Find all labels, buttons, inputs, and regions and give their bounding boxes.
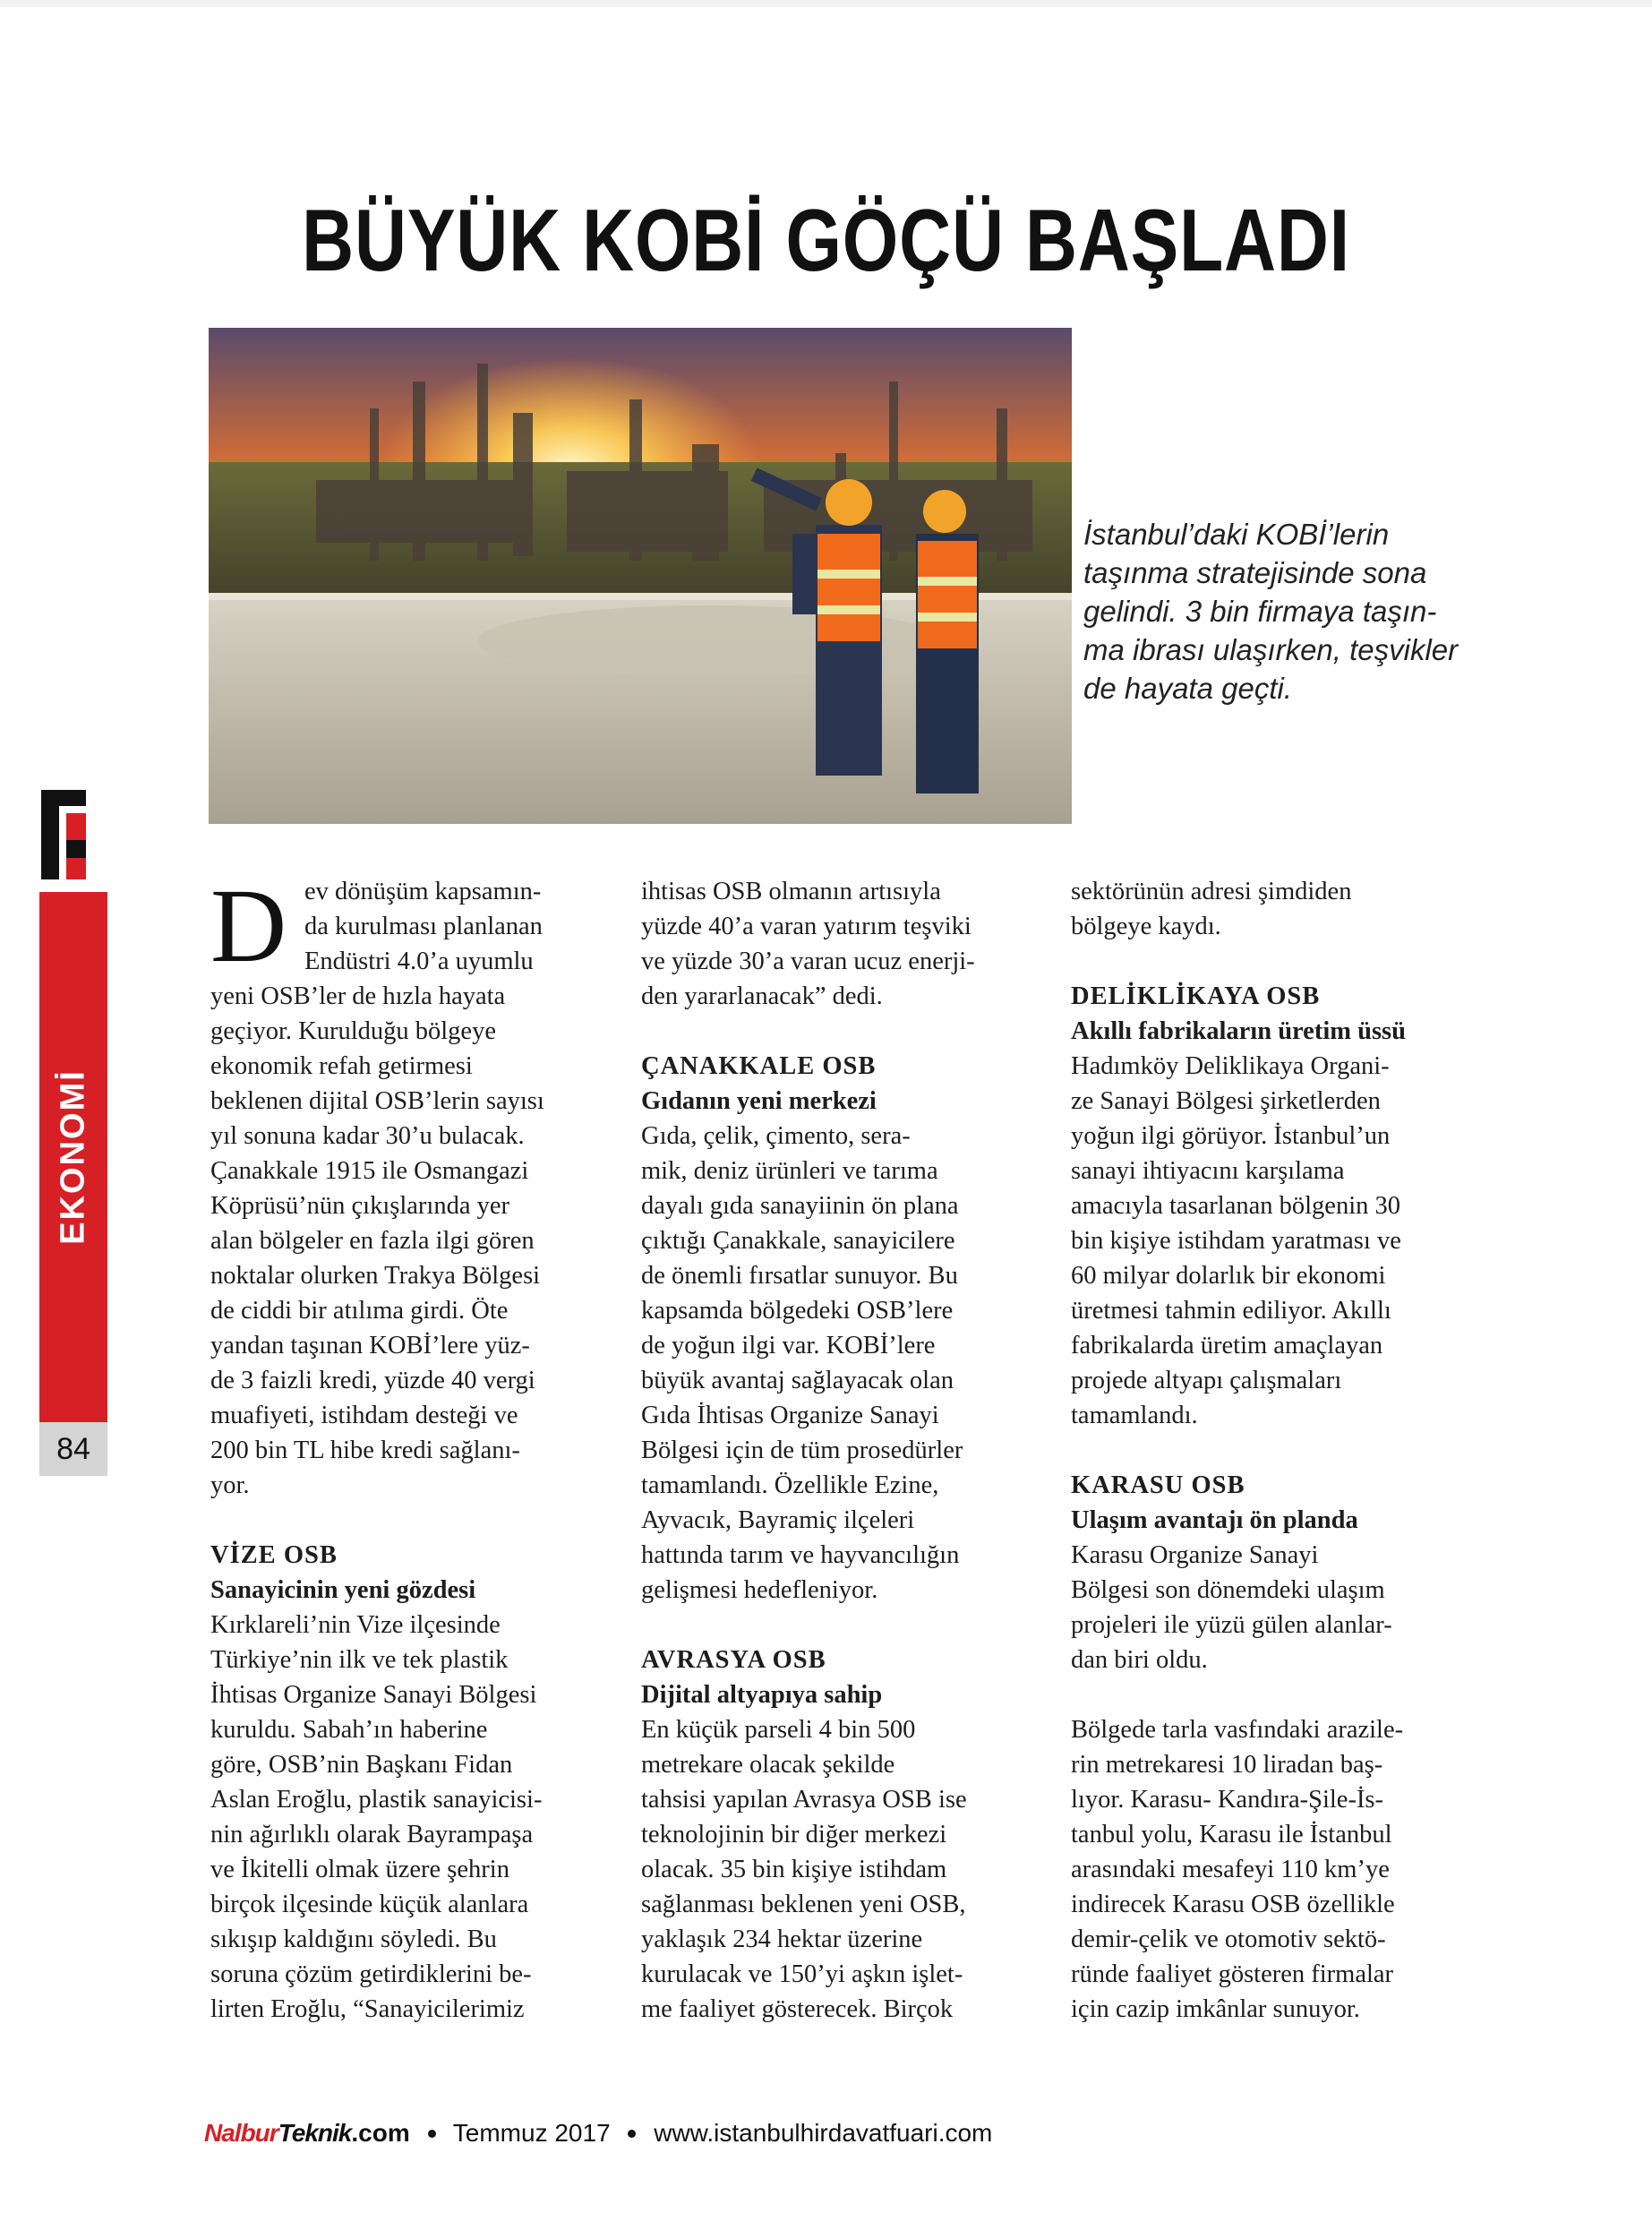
text-line: Hadımköy Deliklikaya Organi- [1071, 1052, 1390, 1080]
text-line: sağlanması beklenen yeni OSB, [641, 1891, 966, 1918]
text-line: sektörünün adresi şimdiden [1071, 878, 1352, 905]
section-heading-canakkale: ÇANAKKALE OSB [641, 1052, 877, 1080]
text-line: me faaliyet gösterecek. Birçok [641, 1995, 954, 2023]
refinery-sunset-photo [209, 328, 1072, 824]
text-line: tamamlandı. [1071, 1402, 1198, 1429]
text-line: 60 milyar dolarlık bir ekonomi [1071, 1262, 1386, 1290]
lede-line: taşınma stratejisinde sona [1083, 556, 1427, 589]
text-line: Aslan Eroğlu, plastik sanayicisi- [210, 1786, 543, 1814]
top-edge [0, 0, 1652, 7]
text-line: geçiyor. Kurulduğu bölgeye [210, 1017, 496, 1045]
text-line: yoğun ilgi görüyor. İstanbul’un [1071, 1122, 1391, 1150]
text-line: da kurulması planlanan [304, 913, 543, 940]
text-line: bölgeye kaydı. [1071, 913, 1221, 940]
text-line: den yararlanacak” dedi. [641, 982, 883, 1010]
text-line: dayalı gıda sanayiinin ön plana [641, 1192, 959, 1220]
section-subheading: Ulaşım avantajı ön planda [1071, 1506, 1358, 1534]
page-footer [204, 2119, 992, 2148]
text-line: sıkışıp kaldığını söyledi. Bu [210, 1926, 497, 1953]
section-heading-vize: VİZE OSB [210, 1541, 338, 1569]
text-line: yandan taşınan KOBİ’lere yüz- [210, 1332, 530, 1359]
footer-url[interactable]: www.istanbulhirdavatfuari.com [654, 2119, 993, 2147]
text-line: bin kişiye istihdam yaratması ve [1071, 1227, 1401, 1255]
section-subheading: Gıdanın yeni merkezi [641, 1087, 877, 1115]
lede-line: İstanbul’daki KOBİ’lerin [1083, 518, 1390, 551]
lede-line: ma ibrası ulaşırken, teşvikler [1083, 633, 1459, 666]
text-line: kapsamda bölgedeki OSB’lere [641, 1297, 954, 1325]
text-line: ve İkitelli olmak üzere şehrin [210, 1856, 509, 1883]
lede-line: de hayata geçti. [1083, 672, 1292, 705]
nalbur-teknik-logo [39, 786, 107, 885]
drop-cap: D [210, 867, 287, 984]
text-line: dan biri oldu. [1071, 1646, 1208, 1674]
page-number: 84 [39, 1422, 107, 1476]
text-line: mik, deniz ürünleri ve tarıma [641, 1157, 938, 1185]
text-line: üretmesi tahmin ediliyor. Akıllı [1071, 1297, 1391, 1325]
text-line: gelişmesi hedefleniyor. [641, 1576, 878, 1604]
text-line: Bölgesi son dönemdeki ulaşım [1071, 1576, 1385, 1604]
bullet-icon [428, 2130, 436, 2138]
text-line: Kırklareli’nin Vize ilçesinde [210, 1611, 501, 1639]
text-line: yeni OSB’ler de hızla hayata [210, 982, 506, 1010]
text-line: amacıyla tasarlanan bölgenin 30 [1071, 1192, 1400, 1220]
text-line: Türkiye’nin ilk ve tek plastik [210, 1646, 509, 1674]
section-heading-deliklikaya: DELİKLİKAYA OSB [1071, 982, 1321, 1010]
text-line: nin ağırlıklı olarak Bayrampaşa [210, 1821, 534, 1848]
text-line: Çanakkale 1915 ile Osmangazi [210, 1157, 529, 1185]
text-line: beklenen dijital OSB’lerin sayısı [210, 1087, 544, 1115]
text-line: yüzde 40’a varan yatırım teşviki [641, 913, 972, 940]
text-line: muafiyeti, istihdam desteği ve [210, 1402, 518, 1429]
text-line: Endüstri 4.0’a uyumlu [304, 948, 534, 975]
text-line: yıl sonuna kadar 30’u bulacak. [210, 1122, 525, 1150]
text-line: de ciddi bir atılıma girdi. Öte [210, 1297, 509, 1325]
text-line: büyük avantaj sağlayacak olan [641, 1367, 954, 1394]
text-line: rin metrekaresi 10 liradan baş- [1071, 1751, 1383, 1779]
section-subheading: Akıllı fabrikaların üretim üssü [1071, 1017, 1406, 1045]
section-subheading: Dijital altyapıya sahip [641, 1681, 883, 1709]
logo-text: NT [39, 786, 41, 787]
text-line: metrekare olacak şekilde [641, 1751, 895, 1779]
bullet-icon [628, 2130, 636, 2138]
text-line: olacak. 35 bin kişiye istihdam [641, 1856, 947, 1883]
text-line: soruna çözüm getirdiklerini be- [210, 1960, 532, 1988]
lede-line: gelindi. 3 bin firmaya taşın- [1083, 595, 1437, 628]
text-line: sanayi ihtiyacını karşılama [1071, 1157, 1345, 1185]
text-line: 200 bin TL hibe kredi sağlanı- [210, 1437, 520, 1464]
text-line: birçok ilçesinde küçük alanlara [210, 1891, 529, 1918]
text-line: teknolojinin bir diğer merkezi [641, 1821, 947, 1848]
text-line: Bölgesi için de tüm prosedürler [641, 1437, 963, 1464]
column-2 [641, 874, 1026, 2027]
text-line: Köprüsü’nün çıkışlarında yer [210, 1192, 509, 1220]
section-label: EKONOMİ [54, 1069, 92, 1245]
text-line: lıyor. Karasu- Kandıra-Şile-İs- [1071, 1786, 1384, 1814]
text-line: projede altyapı çalışmaları [1071, 1367, 1342, 1394]
text-line: yaklaşık 234 hektar üzerine [641, 1926, 923, 1953]
footer-brand-teknik: Teknik [278, 2119, 352, 2147]
footer-brand-com: .com [351, 2119, 410, 2147]
footer-brand-nalbur: Nalbur [204, 2119, 278, 2147]
text-line: Gıda, çelik, çimento, sera- [641, 1122, 911, 1150]
text-line: çıktığı Çanakkale, sanayicilere [641, 1227, 955, 1255]
text-line: ekonomik refah getirmesi [210, 1052, 473, 1080]
text-line: kuruldu. Sabah’ın haberine [210, 1716, 488, 1744]
text-line: ve yüzde 30’a varan ucuz enerji- [641, 948, 975, 975]
text-line: İhtisas Organize Sanayi Bölgesi [210, 1681, 537, 1709]
text-line: ründe faaliyet gösteren firmalar [1071, 1960, 1394, 1988]
text-line: En küçük parseli 4 bin 500 [641, 1716, 916, 1744]
text-line: alan bölgeler en fazla ilgi gören [210, 1227, 535, 1255]
text-line: arasındaki mesafeyi 110 km’ye [1071, 1856, 1390, 1883]
text-line: tanbul yolu, Karasu ile İstanbul [1071, 1821, 1392, 1848]
text-line: kurulacak ve 150’yi aşkın işlet- [641, 1960, 963, 1988]
text-line: lirten Eroğlu, “Sanayicilerimiz [210, 1995, 525, 2023]
text-line: ev dönüşüm kapsamın- [304, 878, 542, 905]
section-tab [39, 892, 107, 1422]
article-title: BÜYÜK KOBİ GÖÇÜ BAŞLADI [302, 191, 1350, 289]
section-heading-karasu: KARASU OSB [1071, 1471, 1245, 1499]
text-line: için cazip imkânlar sunuyor. [1071, 1995, 1360, 2023]
text-line: hattında tarım ve hayvancılığın [641, 1541, 960, 1569]
text-line: projeleri ile yüzü gülen alanlar- [1071, 1611, 1392, 1639]
hero-photo [209, 328, 1072, 824]
text-line: demir-çelik ve otomotiv sektö- [1071, 1926, 1386, 1953]
text-line: indirecek Karasu OSB özellikle [1071, 1891, 1395, 1918]
text-line: fabrikalarda üretim amaçlayan [1071, 1332, 1383, 1359]
text-line: ihtisas OSB olmanın artısıyla [641, 878, 941, 905]
text-line: Bölgede tarla vasfındaki arazile- [1071, 1716, 1404, 1744]
text-line: Gıda İhtisas Organize Sanayi [641, 1402, 939, 1429]
text-line: göre, OSB’nin Başkanı Fidan [210, 1751, 513, 1779]
text-line: Karasu Organize Sanayi [1071, 1541, 1319, 1569]
section-heading-avrasya: AVRASYA OSB [641, 1646, 826, 1674]
text-line: de önemli fırsatlar sunuyor. Bu [641, 1262, 958, 1290]
text-line: ze Sanayi Bölgesi şirketlerden [1071, 1087, 1381, 1115]
text-line: de yoğun ilgi var. KOBİ’lere [641, 1332, 936, 1359]
text-line: yor. [210, 1471, 250, 1499]
text-line: tahsisi yapılan Avrasya OSB ise [641, 1786, 967, 1814]
column-1 [210, 867, 595, 2027]
footer-date: Temmuz 2017 [452, 2119, 611, 2147]
text-line: de 3 faizli kredi, yüzde 40 vergi [210, 1367, 535, 1394]
text-line: Ayvacık, Bayramiç ilçeleri [641, 1506, 915, 1534]
section-subheading: Sanayicinin yeni gözdesi [210, 1576, 476, 1604]
text-line: tamamlandı. Özellikle Ezine, [641, 1471, 939, 1499]
article-lede [1083, 515, 1477, 708]
text-line: noktalar olurken Trakya Bölgesi [210, 1262, 541, 1290]
column-3 [1071, 874, 1456, 2027]
